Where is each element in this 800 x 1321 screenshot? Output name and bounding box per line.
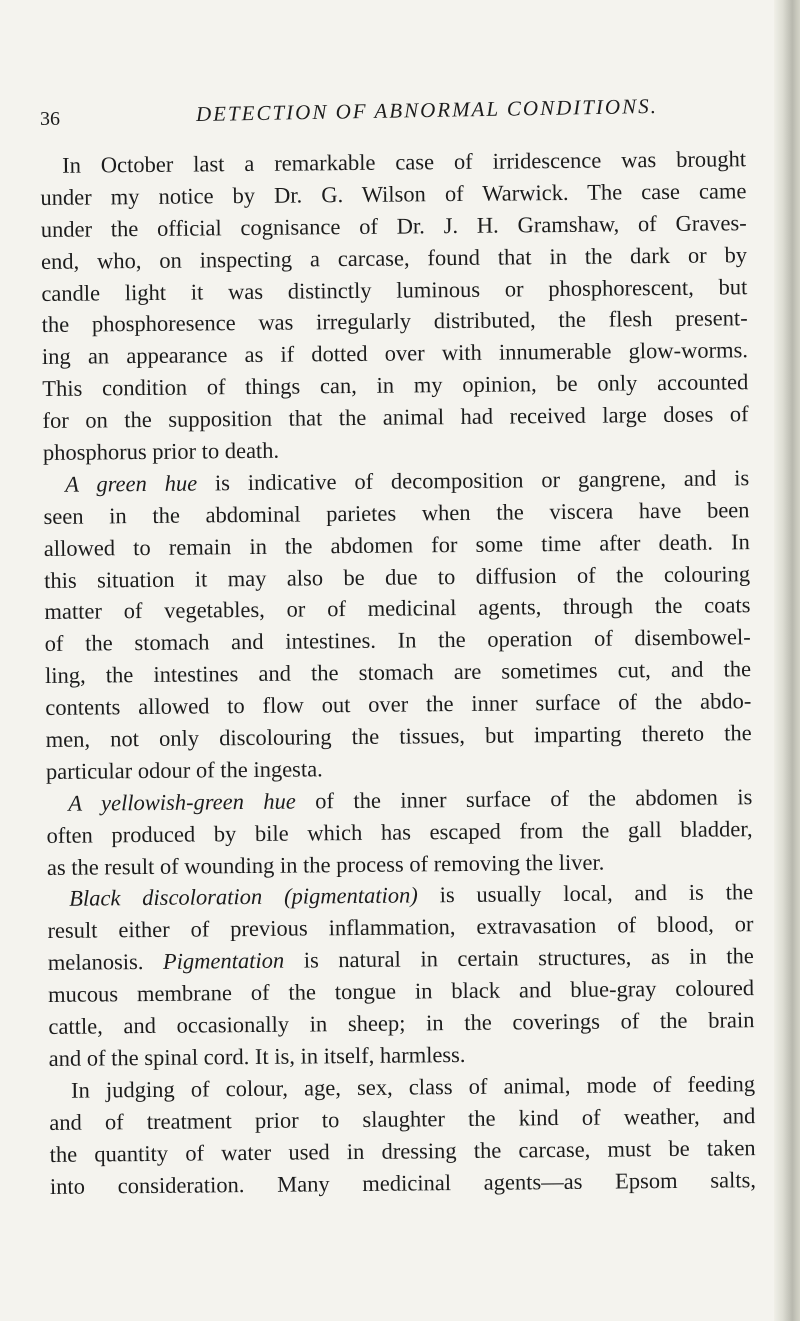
text-line	[46, 813, 752, 852]
text-line-content: the quantity of water used in dressing the carcase, must be taken	[49, 1134, 756, 1167]
text-line	[42, 398, 748, 437]
page-number: 36	[40, 108, 60, 130]
text-line-content: is usually local, and is the	[417, 879, 754, 908]
body-text	[40, 143, 756, 1202]
text-line-content: result either of previous inflammation, extravasation of blood, or	[47, 911, 754, 944]
running-title: DETECTION OF ABNORMAL CONDITIONS.	[195, 93, 659, 126]
italic-term: Black discoloration (pigmentation)	[69, 882, 418, 912]
text-line-content: of the inner surface of the abdomen is	[295, 784, 753, 814]
text-line-content: particular odour of the ingesta.	[45, 756, 323, 784]
text-line-content: In October last a remarkable case of irridescence was brought	[62, 146, 747, 178]
text-line-lead: melanosis.	[47, 949, 164, 976]
text-line	[50, 1164, 756, 1203]
italic-term: Pigmentation	[162, 947, 285, 975]
text-line-content: is natural in certain structures, as in the	[284, 943, 754, 973]
text-line-content: ing an appearance as if dotted over with innumerable glow-worms.	[41, 337, 749, 370]
italic-term: A yellowish-green hue	[68, 788, 296, 816]
text-line-content: mucous membrane of the tongue in black and blue-gray coloured	[47, 975, 755, 1008]
text-line-content: for on the supposition that the animal had received large doses of	[42, 401, 749, 434]
text-line-content: matter of vegetables, or of medicinal agents, through the coats	[44, 592, 751, 625]
text-line-content: contents allowed to flow out over the inner surface of the abdo-	[45, 688, 752, 721]
text-line-content: This condition of things can, in my opinion, be only accounted	[42, 369, 749, 402]
text-line-content: this situation it may also be due to diffusion of the colouring	[44, 560, 751, 593]
page-header	[40, 93, 740, 142]
text-line-content: allowed to remain in the abdomen for some time after death. In	[43, 528, 750, 561]
text-line-content: into consideration. Many medicinal agents—as Epsom salts,	[49, 1166, 757, 1199]
text-line-content: under my notice by Dr. G. Wilson of Warwick. The case came	[40, 178, 747, 210]
text-line-content: cattle, and occasionally in sheep; in the coverings of the brain	[48, 1007, 755, 1040]
text-line-content: of the stomach and intestines. In the operation of disembowel-	[44, 624, 751, 657]
text-line-content: and of the spinal cord. It is, in itself, harmless.	[48, 1041, 466, 1071]
text-line-content: the phosphoresence was irregularly distributed, the flesh present-	[41, 305, 748, 338]
text-line-content: under the official cognisance of Dr. J. H. Gramshaw, of Graves-	[40, 210, 747, 242]
text-line-content: seen in the abdominal parietes when the viscera have been	[43, 497, 750, 529]
page-edge-shadow	[774, 0, 800, 1321]
text-line-content: men, not only discolouring the tissues, but imparting thereto the	[45, 720, 752, 753]
text-line-content: is indicative of decomposition or gangrene, and is	[197, 465, 750, 496]
text-line-content: often produced by bile which has escaped from the gall bladder,	[46, 815, 753, 848]
text-line-content: and of treatment prior to slaughter the kind of weather, and	[49, 1102, 756, 1135]
text-line	[46, 717, 752, 756]
text-line-content: candle light it was distinctly luminous or phosphorescent, but	[41, 273, 748, 306]
text-line-content: In judging of colour, age, sex, class of animal, mode of feeding	[70, 1071, 756, 1103]
text-line-content: phosphorus prior to death.	[42, 437, 280, 466]
text-line	[48, 1004, 754, 1043]
text-line-content: ling, the intestines and the stomach are sometimes cut, and the	[44, 656, 752, 689]
text-line-content: as the result of wounding in the process of removing the liver.	[46, 849, 605, 880]
text-line-content: end, who, on inspecting a carcase, found that in the dark or by	[40, 241, 748, 274]
italic-term: A green hue	[65, 470, 198, 497]
